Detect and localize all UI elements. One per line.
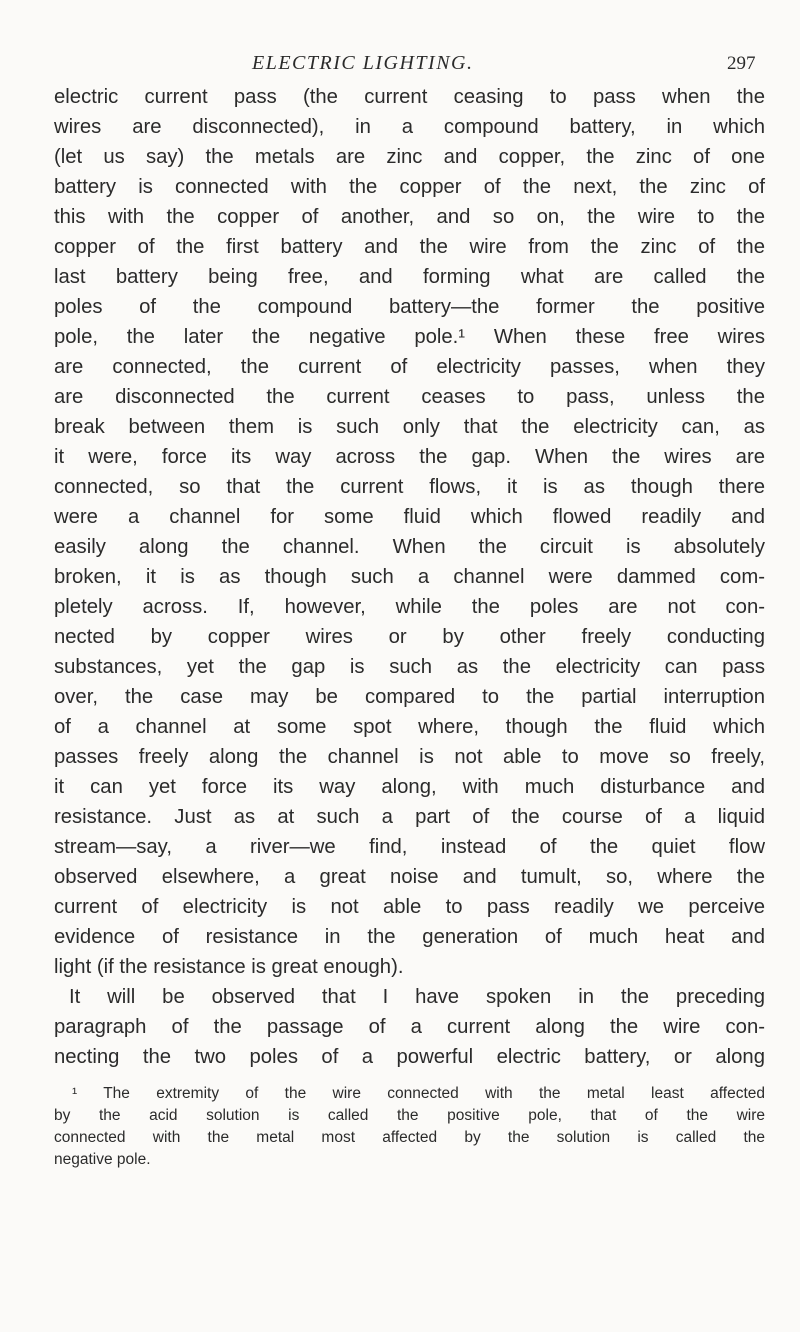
text-line: over, the case may be compared to the partial interruption xyxy=(54,686,765,708)
page-number: 297 xyxy=(727,53,756,74)
text-line: last battery being free, and forming what are called the xyxy=(54,266,765,288)
text-line: it were, force its way across the gap. When the wires are xyxy=(54,446,765,468)
text-line: pletely across. If, however, while the poles are not con- xyxy=(54,596,765,618)
running-head: ELECTRIC LIGHTING. xyxy=(252,52,474,74)
text-line: battery is connected with the copper of the next, the zinc of xyxy=(54,176,765,198)
text-line: easily along the channel. When the circuit is absolutely xyxy=(54,536,765,558)
text-line: are disconnected the current ceases to pass, unless the xyxy=(54,386,765,408)
text-line: necting the two poles of a powerful electric battery, or along xyxy=(54,1046,765,1068)
text-line: current of electricity is not able to pass readily we perceive xyxy=(54,896,765,918)
text-line: paragraph of the passage of a current along the wire con- xyxy=(54,1016,765,1038)
text-line: were a channel for some fluid which flowed readily and xyxy=(54,506,765,528)
text-line: are connected, the current of electricity passes, when they xyxy=(54,356,765,378)
text-line: copper of the first battery and the wire from the zinc of the xyxy=(54,236,765,258)
text-line: connected, so that the current flows, it is as though there xyxy=(54,476,765,498)
text-line: broken, it is as though such a channel were dammed com- xyxy=(54,566,765,588)
text-line: observed elsewhere, a great noise and tumult, so, where the xyxy=(54,866,765,888)
text-line: this with the copper of another, and so on, the wire to the xyxy=(54,206,765,228)
text-line: pole, the later the negative pole.¹ When these free wires xyxy=(54,326,765,348)
text-line: stream—say, a river—we find, instead of the quiet flow xyxy=(54,836,765,858)
footnote-line: by the acid solution is called the positive pole, that of the wire xyxy=(54,1107,765,1124)
text-line: wires are disconnected), in a compound battery, in which xyxy=(54,116,765,138)
footnote-line: negative pole. xyxy=(54,1151,151,1168)
page-header xyxy=(0,52,800,82)
text-line: evidence of resistance in the generation of much heat and xyxy=(54,926,765,948)
text-line: (let us say) the metals are zinc and copper, the zinc of one xyxy=(54,146,765,168)
text-line: It will be observed that I have spoken in the preceding xyxy=(69,986,765,1008)
text-line: of a channel at some spot where, though the fluid which xyxy=(54,716,765,738)
text-line: it can yet force its way along, with much disturbance and xyxy=(54,776,765,798)
text-line: light (if the resistance is great enough). xyxy=(54,956,404,978)
text-line: passes freely along the channel is not able to move so freely, xyxy=(54,746,765,768)
body-text xyxy=(54,82,765,1072)
text-line: nected by copper wires or by other freely conducting xyxy=(54,626,765,648)
footnote-line: connected with the metal most affected by the solution is called the xyxy=(54,1129,765,1146)
footnote-line: ¹ The extremity of the wire connected with the metal least affected xyxy=(72,1085,765,1102)
text-line: break between them is such only that the electricity can, as xyxy=(54,416,765,438)
text-line: substances, yet the gap is such as the electricity can pass xyxy=(54,656,765,678)
text-line: resistance. Just as at such a part of the course of a liquid xyxy=(54,806,765,828)
text-line: poles of the compound battery—the former the positive xyxy=(54,296,765,318)
footnote xyxy=(54,1083,765,1171)
text-line: electric current pass (the current ceasing to pass when the xyxy=(54,86,765,108)
